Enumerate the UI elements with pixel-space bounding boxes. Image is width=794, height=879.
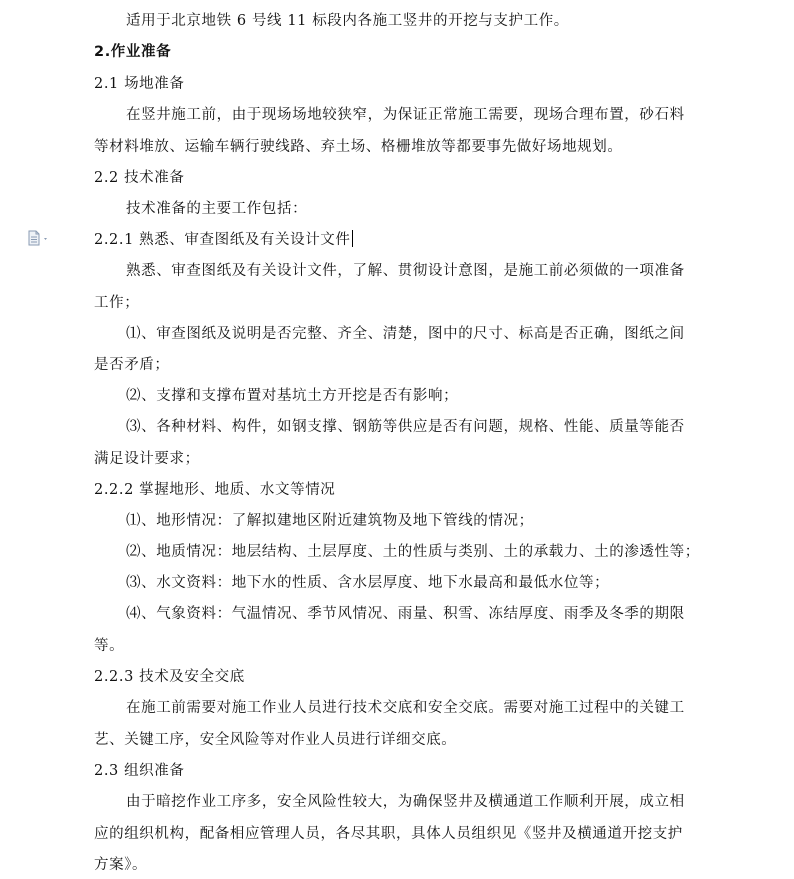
weather-item-line-2: 等。 <box>94 638 125 654</box>
paragraph-2-2-1-line-1: 熟悉、审查图纸及有关设计文件，了解、贯彻设计意图，是施工前必须做的一项准备 <box>126 263 685 279</box>
weather-item-line-1: ⑷、气象资料：气温情况、季节风情况、雨量、积雪、冻结厚度、雨季及冬季的期限 <box>126 606 685 622</box>
heading-2-2-2: 2.2.2 掌握地形、地质、水文等情况 <box>94 482 336 498</box>
heading-2-3: 2.3 组织准备 <box>94 763 185 779</box>
paragraph-2-3-line-1: 由于暗挖作业工序多，安全风险性较大，为确保竖井及横通道工作顺利开展，成立相 <box>126 794 685 810</box>
list-item-3-line-1: ⑶、各种材料、构件，如钢支撑、钢筋等供应是否有问题，规格、性能、质量等能否 <box>126 419 685 435</box>
list-item-2: ⑵、支撑和支撑布置对基坑土方开挖是否有影响； <box>126 388 459 404</box>
text-cursor <box>352 230 354 247</box>
paragraph-2-2-3-line-1: 在施工前需要对施工作业人员进行技术交底和安全交底。需要对施工过程中的关键工 <box>126 700 685 716</box>
document-paragraph-icon[interactable] <box>27 230 51 246</box>
paragraph-2-1-line-1: 在竖井施工前，由于现场场地较狭窄，为保证正常施工需要，现场合理布置，砂石料 <box>126 107 685 123</box>
heading-2-2-1[interactable] <box>94 230 353 250</box>
heading-2-1: 2.1 场地准备 <box>94 76 185 92</box>
list-item-1-line-1: ⑴、审查图纸及说明是否完整、齐全、清楚，图中的尺寸、标高是否正确，图纸之间 <box>126 326 685 342</box>
list-item-1-line-2: 是否矛盾； <box>94 357 170 373</box>
paragraph-2-2-3-line-2: 艺、关键工序，安全风险等对作业人员进行详细交底。 <box>94 732 457 748</box>
hydrology-item: ⑶、水文资料：地下水的性质、含水层厚度、地下水最高和最低水位等； <box>126 575 610 591</box>
heading-2-2: 2.2 技术准备 <box>94 170 185 186</box>
paragraph-2-3-line-2: 应的组织机构，配备相应管理人员，各尽其职，具体人员组织见《竖井及横通道开挖支护 <box>94 826 683 842</box>
geology-item: ⑵、地质情况：地层结构、土层厚度、土的性质与类别、土的承载力、土的渗透性等； <box>126 544 700 560</box>
paragraph-2-1-line-2: 等材料堆放、运输车辆行驶线路、弃土场、格栅堆放等都要事先做好场地规划。 <box>94 139 623 155</box>
scope-text: 适用于北京地铁 6 号线 11 标段内各施工竖井的开挖与支护工作。 <box>126 13 569 29</box>
list-item-3-line-2: 满足设计要求； <box>94 451 200 467</box>
paragraph-2-3-line-3: 方案》。 <box>94 857 148 873</box>
heading-2: 2.作业准备 <box>94 44 172 60</box>
terrain-item: ⑴、地形情况：了解拟建地区附近建筑物及地下管线的情况； <box>126 513 534 529</box>
paragraph-2-2: 技术准备的主要工作包括： <box>126 201 308 217</box>
heading-2-2-1-text: 2.2.1 熟悉、审查图纸及有关设计文件 <box>94 232 351 248</box>
paragraph-2-2-1-line-2: 工作； <box>94 295 140 311</box>
heading-2-2-3: 2.2.3 技术及安全交底 <box>94 669 245 685</box>
